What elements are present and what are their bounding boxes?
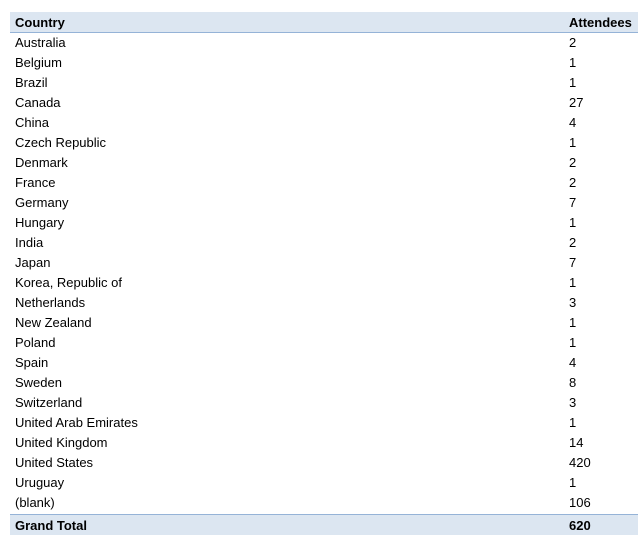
attendees-cell: 1 bbox=[569, 55, 577, 70]
country-cell: Poland bbox=[15, 335, 56, 350]
table-row[interactable] bbox=[10, 493, 638, 513]
attendees-cell: 8 bbox=[569, 375, 577, 390]
country-cell: Czech Republic bbox=[15, 135, 107, 150]
country-cell: Spain bbox=[15, 355, 49, 370]
attendees-cell: 1 bbox=[569, 335, 577, 350]
attendees-cell: 3 bbox=[569, 295, 577, 310]
country-cell: China bbox=[15, 115, 49, 130]
attendees-cell: 1 bbox=[569, 75, 577, 90]
country-cell: France bbox=[15, 175, 56, 190]
country-cell: Uruguay bbox=[15, 475, 65, 490]
country-cell: New Zealand bbox=[15, 315, 92, 330]
table-row[interactable] bbox=[10, 33, 638, 53]
table-row[interactable] bbox=[10, 173, 638, 193]
country-cell: Brazil bbox=[15, 75, 48, 90]
country-cell: Switzerland bbox=[15, 395, 83, 410]
table-row[interactable] bbox=[10, 53, 638, 73]
table-row[interactable] bbox=[10, 113, 638, 133]
country-cell: Sweden bbox=[15, 375, 62, 390]
attendees-cell: 1 bbox=[569, 475, 577, 490]
attendees-cell: 14 bbox=[569, 435, 584, 450]
attendees-cell: 2 bbox=[569, 35, 577, 50]
table-row[interactable] bbox=[10, 133, 638, 153]
table-row[interactable] bbox=[10, 333, 638, 353]
attendees-cell: 2 bbox=[569, 155, 577, 170]
country-cell: Korea, Republic of bbox=[15, 275, 122, 290]
column-header-country[interactable]: Country bbox=[15, 15, 65, 30]
country-cell: United States bbox=[15, 455, 94, 470]
country-cell: Australia bbox=[15, 35, 66, 50]
grand-total-label: Grand Total bbox=[15, 518, 87, 533]
country-cell: Denmark bbox=[15, 155, 68, 170]
attendees-cell: 2 bbox=[569, 175, 577, 190]
attendees-cell: 7 bbox=[569, 195, 577, 210]
table-row[interactable] bbox=[10, 233, 638, 253]
attendees-cell: 3 bbox=[569, 395, 577, 410]
table-header-row bbox=[10, 12, 638, 33]
attendees-cell: 1 bbox=[569, 135, 577, 150]
attendees-cell: 4 bbox=[569, 115, 577, 130]
table-row[interactable] bbox=[10, 393, 638, 413]
attendees-cell: 4 bbox=[569, 355, 577, 370]
country-cell: United Kingdom bbox=[15, 435, 108, 450]
table-row[interactable] bbox=[10, 73, 638, 93]
table-row[interactable] bbox=[10, 413, 638, 433]
country-cell: Hungary bbox=[15, 215, 65, 230]
table-row[interactable] bbox=[10, 253, 638, 273]
country-cell: Germany bbox=[15, 195, 69, 210]
table-row[interactable] bbox=[10, 93, 638, 113]
country-cell: (blank) bbox=[15, 495, 55, 510]
country-cell: Belgium bbox=[15, 55, 62, 70]
table-row[interactable] bbox=[10, 193, 638, 213]
table-row[interactable] bbox=[10, 273, 638, 293]
attendees-cell: 1 bbox=[569, 415, 577, 430]
table-row[interactable] bbox=[10, 313, 638, 333]
country-cell: India bbox=[15, 235, 44, 250]
table-row[interactable] bbox=[10, 293, 638, 313]
column-header-attendees[interactable]: Attendees bbox=[569, 15, 632, 30]
attendees-cell: 2 bbox=[569, 235, 577, 250]
pivot-table bbox=[10, 12, 638, 535]
attendees-cell: 27 bbox=[569, 95, 584, 110]
table-body bbox=[10, 33, 638, 513]
grand-total-row bbox=[10, 514, 638, 535]
country-cell: Netherlands bbox=[15, 295, 86, 310]
attendees-cell: 106 bbox=[569, 495, 591, 510]
attendees-cell: 7 bbox=[569, 255, 577, 270]
table-row[interactable] bbox=[10, 373, 638, 393]
table-row[interactable] bbox=[10, 353, 638, 373]
table-row[interactable] bbox=[10, 473, 638, 493]
attendees-cell: 1 bbox=[569, 315, 577, 330]
table-row[interactable] bbox=[10, 453, 638, 473]
grand-total-value: 620 bbox=[569, 518, 591, 533]
attendees-cell: 420 bbox=[569, 455, 591, 470]
table-row[interactable] bbox=[10, 213, 638, 233]
table-row[interactable] bbox=[10, 433, 638, 453]
country-cell: Canada bbox=[15, 95, 61, 110]
country-cell: United Arab Emirates bbox=[15, 415, 138, 430]
attendees-cell: 1 bbox=[569, 215, 577, 230]
table-row[interactable] bbox=[10, 153, 638, 173]
attendees-cell: 1 bbox=[569, 275, 577, 290]
country-cell: Japan bbox=[15, 255, 51, 270]
